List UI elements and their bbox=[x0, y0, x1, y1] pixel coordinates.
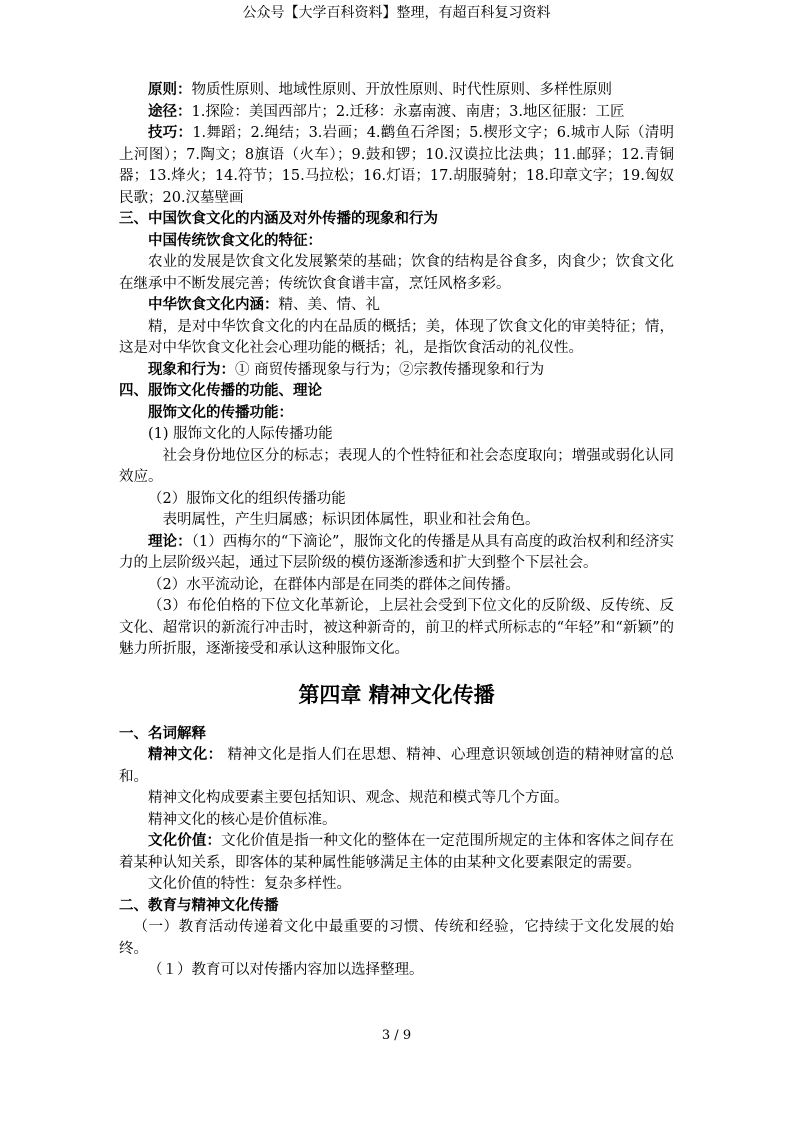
skills-paragraph bbox=[119, 123, 674, 209]
principles-label: 原则： bbox=[148, 82, 192, 98]
phenomena-text: ① 商贸传播现象与行为；②宗教传播现象和行为 bbox=[235, 361, 545, 378]
spiritual-culture-paragraph bbox=[119, 745, 674, 788]
section-heading-terms: 一、名词解释 bbox=[119, 725, 206, 742]
routes-text: 1.探险：美国西部片；2.迁移：永嘉南渡、南唐；3.地区征服：工匠 bbox=[191, 103, 625, 120]
cultural-value-text: 文化价值是指一种文化的整体在一定范围所规定的主体和客体之间存在着某种认知关系，即客体的某种属性能够满足主体的由某种文化要素限定的需要。 bbox=[119, 833, 675, 871]
cultural-value-label: 文化价值： bbox=[148, 833, 222, 849]
theory-label: 理论： bbox=[148, 533, 192, 550]
document-body bbox=[119, 80, 674, 982]
food-features-paragraph: 农业的发展是饮食文化发展繁荣的基础；饮食的结构是谷食多，肉食少；饮食文化在继承中不断发展完善；传统饮食食谱丰富，烹饪风格多彩。 bbox=[119, 254, 674, 292]
food-connotation-paragraph: 精，是对中华饮食文化的内在品质的概括；美，体现了饮食文化的审美特征；情，这是对中华饮食文化社会心理功能的概括；礼，是指饮食活动的礼仪性。 bbox=[119, 318, 674, 356]
clothing-function-1: (1) 服饰文化的人际传播功能 bbox=[148, 426, 333, 442]
principles-line bbox=[119, 80, 674, 102]
page-number: 3 / 9 bbox=[381, 1028, 412, 1043]
spiritual-elements-line: 精神文化构成要素主要包括知识、观念、规范和模式等几个方面。 bbox=[148, 790, 569, 806]
section-heading-education: 二、教育与精神文化传播 bbox=[119, 897, 279, 914]
spiritual-culture-label: 精神文化： bbox=[148, 747, 223, 763]
phenomena-label: 现象和行为： bbox=[148, 361, 235, 378]
theory-text: （1）西梅尔的“下滴论”，服饰文化的传播是从具有高度的政治权利和经济实力的上层阶级兴起，通过下层阶级的模仿逐渐渗透和扩大到整个下层社会。 bbox=[119, 533, 674, 571]
section-heading-3: 三、中国饮食文化的内涵及对外传播的现象和行为 bbox=[119, 211, 438, 227]
education-paragraph: （一）教育活动传递着文化中最重要的习惯、传统和经验，它持续于文化发展的始终。 bbox=[119, 919, 674, 957]
theory-3: （3）布伦伯格的下位文化革新论，上层社会受到下位文化的反阶级、反传统、反文化、超常识的新流行冲击时，被这种新奇的，前卫的样式所标志的“年轻”和“新颖”的魅力所折服，逐渐接受和承认这种服饰文化。 bbox=[119, 598, 674, 657]
education-point-1: （１）教育可以对传播内容加以选择整理。 bbox=[148, 962, 424, 978]
subheading-food-features: 中国传统饮食文化的特征： bbox=[148, 232, 322, 249]
spiritual-culture-text: 精神文化是指人们在思想、精神、心理意识领域创造的精神财富的总和。 bbox=[119, 747, 674, 785]
spiritual-core-line: 精神文化的核心是价值标准。 bbox=[148, 811, 337, 828]
routes-line bbox=[119, 102, 674, 124]
cultural-value-paragraph bbox=[119, 831, 674, 874]
food-connotation-text: 精、美、情、礼 bbox=[278, 297, 380, 313]
clothing-function-2: （2）服饰文化的组织传播功能 bbox=[148, 490, 346, 507]
subheading-clothing-functions: 服饰文化的传播功能： bbox=[148, 404, 293, 421]
section-heading-4: 四、服饰文化传播的功能、理论 bbox=[119, 383, 322, 399]
chapter-title: 第四章 精神文化传播 bbox=[298, 682, 495, 707]
principles-text: 物质性原则、地域性原则、开放性原则、时代性原则、多样性原则 bbox=[191, 82, 612, 98]
food-connotation-line bbox=[119, 295, 674, 317]
page-header: 公众号【大学百科资料】整理，有超百科复习资料 bbox=[242, 5, 551, 21]
phenomena-line bbox=[119, 360, 674, 382]
skills-text: 1.舞蹈；2.绳结；3.岩画；4.鹳鱼石斧图；5.楔形文字；6.城市人际（清明上河图）；7.陶文；8旗语（火车）；9.鼓和锣；10.汉谟拉比法典；11.邮驿；12.青铜器；13.烽火；14.符节；15.马拉松；16.灯语；17.胡服骑射；18.印章文字；19.匈奴民歌；20.汉墓壁画 bbox=[119, 125, 675, 206]
routes-label: 途径： bbox=[148, 103, 192, 120]
theory-paragraph bbox=[119, 532, 674, 575]
food-connotation-label: 中华饮食文化内涵： bbox=[148, 297, 279, 313]
skills-label: 技巧： bbox=[148, 125, 193, 141]
cultural-value-feature-line: 文化价值的特性：复杂多样性。 bbox=[148, 876, 351, 892]
clothing-function-2-desc: 表明属性，产生归属感；标识团体属性，职业和社会角色。 bbox=[162, 512, 540, 528]
clothing-function-1-desc: 社会身份地位区分的标志；表现人的个性特征和社会态度取向；增强或弱化认同效应。 bbox=[119, 447, 674, 485]
theory-2: （2）水平流动论，在群体内部是在同类的群体之间传播。 bbox=[148, 576, 520, 593]
